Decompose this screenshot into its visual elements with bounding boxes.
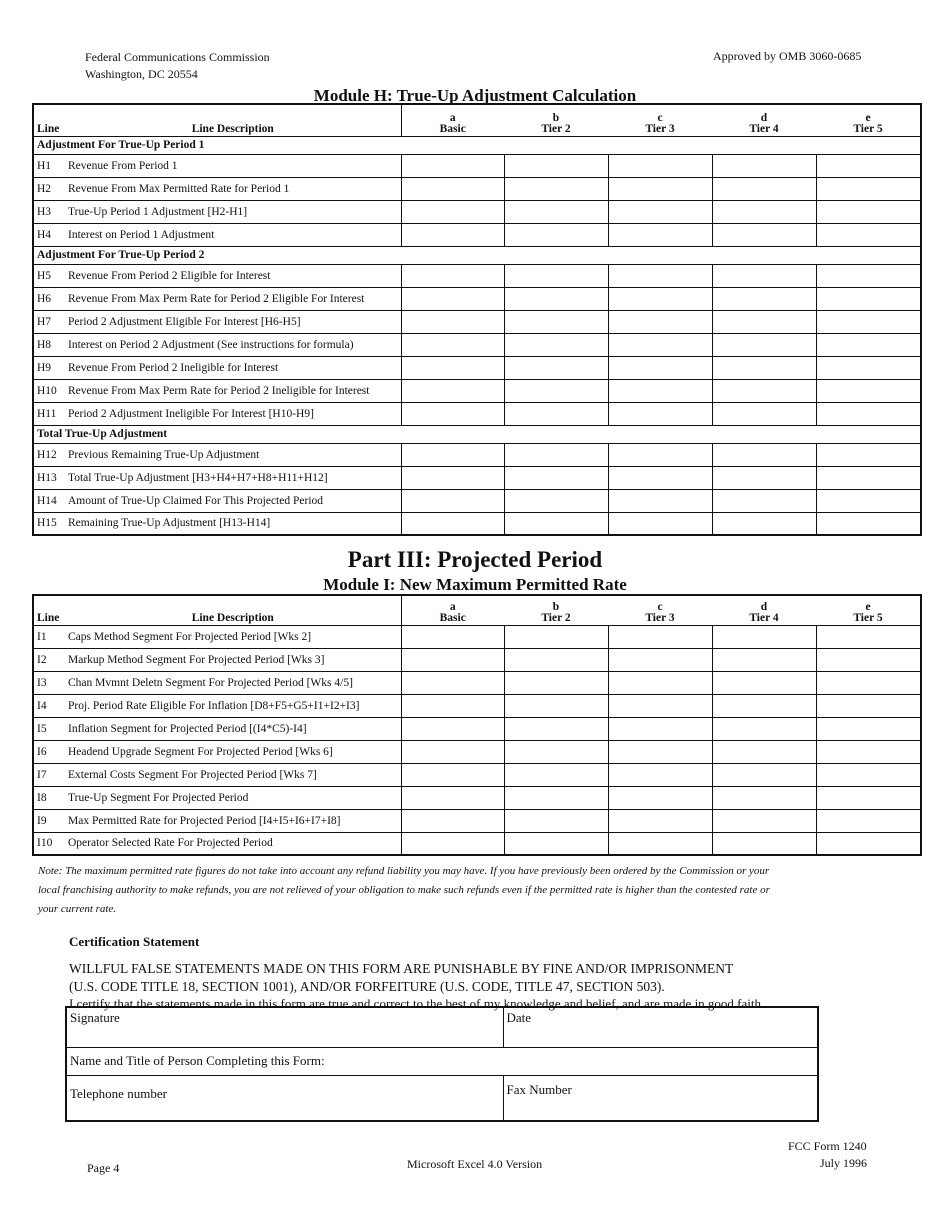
certification-statement: I certify that the statements made in this form are true and correct to the best of my knowledge and belief, and are made in good faith. [69,996,765,1011]
entry-cell-d[interactable] [712,832,816,855]
entry-cell-c[interactable] [608,717,712,740]
line-code: I10 [33,832,65,855]
agency-name: Federal Communications Commission [85,50,270,64]
section-title: Adjustment For True-Up Period 2 [33,246,921,264]
entry-cell-d[interactable] [712,264,816,287]
table-row [33,809,921,832]
entry-cell-d[interactable] [712,443,816,466]
col-c-header: c Tier 3 [645,600,675,624]
col-e-header: e Tier 5 [853,111,883,135]
section-header-row [33,246,921,264]
entry-cell-a[interactable] [401,512,504,535]
entry-cell-d[interactable] [712,717,816,740]
table-row [33,223,921,246]
table-row [33,200,921,223]
table-row [33,379,921,402]
entry-cell-a[interactable] [401,809,504,832]
line-code: H2 [33,177,65,200]
entry-cell-b[interactable] [504,489,608,512]
table-row [33,832,921,855]
table-row [33,177,921,200]
entry-cell-e[interactable] [816,512,921,535]
entry-cell-b[interactable] [504,466,608,489]
line-description: True-Up Segment For Projected Period [65,786,401,809]
entry-cell-c[interactable] [608,177,712,200]
signature-block [65,1006,819,1122]
col-b-header: b Tier 2 [541,600,571,624]
table-row [33,648,921,671]
line-code: H5 [33,264,65,287]
name-title-label: Name and Title of Person Completing this Form: [70,1053,325,1068]
entry-cell-b[interactable] [504,402,608,425]
entry-cell-b[interactable] [504,786,608,809]
fax-label: Fax Number [506,1081,572,1097]
entry-cell-a[interactable] [401,154,504,177]
entry-cell-d[interactable] [712,177,816,200]
line-description: Chan Mvmnt Deletn Segment For Projected Period [Wks 4/5] [65,671,401,694]
line-code: H6 [33,287,65,310]
entry-cell-b[interactable] [504,287,608,310]
table-row [33,154,921,177]
line-description: Remaining True-Up Adjustment [H13-H14] [65,512,401,535]
entry-cell-a[interactable] [401,489,504,512]
entry-cell-e[interactable] [816,379,921,402]
entry-cell-b[interactable] [504,671,608,694]
entry-cell-a[interactable] [401,786,504,809]
entry-cell-b[interactable] [504,763,608,786]
entry-cell-c[interactable] [608,310,712,333]
col-c-header: c Tier 3 [645,111,675,135]
entry-cell-c[interactable] [608,402,712,425]
entry-cell-d[interactable] [712,740,816,763]
entry-cell-c[interactable] [608,379,712,402]
page-number: Page 4 [87,1161,120,1175]
line-description: Interest on Period 2 Adjustment (See instructions for formula) [65,333,401,356]
entry-cell-d[interactable] [712,694,816,717]
entry-cell-e[interactable] [816,310,921,333]
line-code: I1 [33,625,65,648]
line-code: I3 [33,671,65,694]
entry-cell-e[interactable] [816,223,921,246]
line-description: True-Up Period 1 Adjustment [H2-H1] [65,200,401,223]
entry-cell-e[interactable] [816,200,921,223]
entry-cell-c[interactable] [608,443,712,466]
entry-cell-b[interactable] [504,717,608,740]
table-row [33,402,921,425]
entry-cell-d[interactable] [712,809,816,832]
entry-cell-b[interactable] [504,154,608,177]
module-i-table [32,594,922,856]
entry-cell-a[interactable] [401,287,504,310]
signature-field[interactable] [66,1007,503,1047]
module-i-title: Module I: New Maximum Permitted Rate [323,575,627,594]
line-code: H8 [33,333,65,356]
line-code: H15 [33,512,65,535]
entry-cell-e[interactable] [816,671,921,694]
entry-cell-d[interactable] [712,625,816,648]
entry-cell-e[interactable] [816,832,921,855]
entry-cell-c[interactable] [608,740,712,763]
entry-cell-b[interactable] [504,625,608,648]
entry-cell-c[interactable] [608,763,712,786]
entry-cell-b[interactable] [504,379,608,402]
entry-cell-c[interactable] [608,356,712,379]
entry-cell-e[interactable] [816,177,921,200]
entry-cell-d[interactable] [712,310,816,333]
line-code: H4 [33,223,65,246]
entry-cell-e[interactable] [816,264,921,287]
entry-cell-e[interactable] [816,489,921,512]
entry-cell-e[interactable] [816,333,921,356]
entry-cell-c[interactable] [608,264,712,287]
entry-cell-b[interactable] [504,177,608,200]
col-a-header: a Basic [439,600,466,624]
certification-warning: WILLFUL FALSE STATEMENTS MADE ON THIS FORM ARE PUNISHABLE BY FINE AND/OR IMPRISONMENT (U.S. CODE TITLE 18, SECTION 1001), AND/OR FORFEITURE (U.S. CODE, TITLE 47, SECTION 503). [69,961,734,994]
line-description: Interest on Period 1 Adjustment [65,223,401,246]
line-description: Proj. Period Rate Eligible For Inflation [D8+F5+G5+I1+I2+I3] [65,694,401,717]
entry-cell-b[interactable] [504,809,608,832]
table-row [33,356,921,379]
line-description: Max Permitted Rate for Projected Period [I4+I5+I6+I7+I8] [65,809,401,832]
telephone-label: Telephone number [70,1085,167,1101]
entry-cell-b[interactable] [504,200,608,223]
table-row [33,763,921,786]
entry-cell-a[interactable] [401,443,504,466]
col-line-header: Line [33,104,65,136]
entry-cell-b[interactable] [504,694,608,717]
entry-cell-e[interactable] [816,763,921,786]
entry-cell-d[interactable] [712,648,816,671]
line-description: Revenue From Period 2 Ineligible for Interest [65,356,401,379]
software-version: Microsoft Excel 4.0 Version [407,1157,543,1171]
entry-cell-b[interactable] [504,356,608,379]
entry-cell-c[interactable] [608,512,712,535]
entry-cell-c[interactable] [608,223,712,246]
col-e-header: e Tier 5 [853,600,883,624]
entry-cell-e[interactable] [816,402,921,425]
line-description: Period 2 Adjustment Eligible For Interest [H6-H5] [65,310,401,333]
line-description: Operator Selected Rate For Projected Period [65,832,401,855]
col-desc-header: Line Description [65,104,401,136]
entry-cell-c[interactable] [608,648,712,671]
entry-cell-b[interactable] [504,648,608,671]
entry-cell-d[interactable] [712,489,816,512]
entry-cell-e[interactable] [816,443,921,466]
entry-cell-d[interactable] [712,786,816,809]
line-description: Revenue From Period 1 [65,154,401,177]
line-code: H7 [33,310,65,333]
line-code: I5 [33,717,65,740]
name-title-field[interactable] [66,1047,818,1075]
line-code: I7 [33,763,65,786]
line-code: H1 [33,154,65,177]
module-i-header-row [33,595,921,625]
entry-cell-e[interactable] [816,287,921,310]
entry-cell-e[interactable] [816,809,921,832]
module-h-title: Module H: True-Up Adjustment Calculation [313,86,637,105]
table-row [33,717,921,740]
line-code: I4 [33,694,65,717]
line-code: I9 [33,809,65,832]
entry-cell-b[interactable] [504,443,608,466]
table-row [33,740,921,763]
line-description: Revenue From Max Permitted Rate for Period 1 [65,177,401,200]
line-code: H10 [33,379,65,402]
omb-approval: Approved by OMB 3060-0685 [713,49,862,63]
entry-cell-a[interactable] [401,832,504,855]
line-code: H12 [33,443,65,466]
entry-cell-d[interactable] [712,356,816,379]
entry-cell-e[interactable] [816,356,921,379]
line-description: Markup Method Segment For Projected Period [Wks 3] [65,648,401,671]
entry-cell-c[interactable] [608,832,712,855]
entry-cell-c[interactable] [608,287,712,310]
entry-cell-e[interactable] [816,786,921,809]
table-row [33,310,921,333]
entry-cell-d[interactable] [712,287,816,310]
entry-cell-c[interactable] [608,333,712,356]
module-h-header-row [33,104,921,136]
date-label: Date [506,1010,532,1025]
entry-cell-b[interactable] [504,264,608,287]
certification-title: Certification Statement [69,934,200,949]
entry-cell-a[interactable] [401,671,504,694]
entry-cell-d[interactable] [712,512,816,535]
col-desc-header: Line Description [65,595,401,625]
entry-cell-a[interactable] [401,625,504,648]
entry-cell-a[interactable] [401,356,504,379]
entry-cell-e[interactable] [816,466,921,489]
entry-cell-d[interactable] [712,223,816,246]
line-description: Revenue From Max Perm Rate for Period 2 Ineligible for Interest [65,379,401,402]
table-row [33,333,921,356]
col-line-header: Line [33,595,65,625]
line-description: Amount of True-Up Claimed For This Projected Period [65,489,401,512]
entry-cell-a[interactable] [401,763,504,786]
line-description: Revenue From Period 2 Eligible for Interest [65,264,401,287]
table-row [33,466,921,489]
col-a-header: a Basic [439,111,466,135]
table-row [33,264,921,287]
module-h-table [32,103,922,536]
entry-cell-a[interactable] [401,177,504,200]
signature-label: Signature [70,1010,120,1025]
entry-cell-d[interactable] [712,763,816,786]
table-row [33,443,921,466]
entry-cell-e[interactable] [816,740,921,763]
entry-cell-e[interactable] [816,625,921,648]
line-code: I2 [33,648,65,671]
entry-cell-c[interactable] [608,200,712,223]
entry-cell-a[interactable] [401,379,504,402]
line-description: Period 2 Adjustment Ineligible For Interest [H10-H9] [65,402,401,425]
entry-cell-c[interactable] [608,625,712,648]
section-title: Adjustment For True-Up Period 1 [33,136,921,154]
entry-cell-b[interactable] [504,310,608,333]
line-code: H9 [33,356,65,379]
section-title: Total True-Up Adjustment [33,425,921,443]
agency-address: Washington, DC 20554 [85,67,198,81]
table-row [33,625,921,648]
table-row [33,287,921,310]
entry-cell-e[interactable] [816,694,921,717]
col-d-header: d Tier 4 [749,600,779,624]
entry-cell-a[interactable] [401,740,504,763]
telephone-field[interactable] [66,1075,503,1121]
entry-cell-d[interactable] [712,200,816,223]
line-description: Total True-Up Adjustment [H3+H4+H7+H8+H11+H12] [65,466,401,489]
entry-cell-c[interactable] [608,489,712,512]
fax-field[interactable] [503,1075,818,1121]
line-code: H11 [33,402,65,425]
entry-cell-a[interactable] [401,223,504,246]
entry-cell-d[interactable] [712,402,816,425]
form-number: FCC Form 1240 [788,1139,867,1153]
entry-cell-e[interactable] [816,648,921,671]
form-date: July 1996 [820,1156,868,1170]
refund-note: Note: The maximum permitted rate figures do not take into account any refund liability you may have. If you have previously been ordered by the Commission or your local franchising authority to make refunds, you are not relieved of your obligation to make such refunds even if the permitted rate is higher than the contested rate or your current rate. [38,865,770,915]
entry-cell-d[interactable] [712,379,816,402]
line-code: I8 [33,786,65,809]
entry-cell-c[interactable] [608,154,712,177]
section-header-row [33,425,921,443]
entry-cell-b[interactable] [504,223,608,246]
entry-cell-b[interactable] [504,832,608,855]
entry-cell-a[interactable] [401,648,504,671]
col-d-header: d Tier 4 [749,111,779,135]
line-description: Inflation Segment for Projected Period [(I4*C5)-I4] [65,717,401,740]
col-b-header: b Tier 2 [541,111,571,135]
table-row [33,694,921,717]
line-code: I6 [33,740,65,763]
entry-cell-a[interactable] [401,402,504,425]
line-description: Previous Remaining True-Up Adjustment [65,443,401,466]
entry-cell-a[interactable] [401,264,504,287]
entry-cell-d[interactable] [712,466,816,489]
entry-cell-c[interactable] [608,809,712,832]
entry-cell-a[interactable] [401,694,504,717]
line-description: Caps Method Segment For Projected Period [Wks 2] [65,625,401,648]
table-row [33,489,921,512]
entry-cell-a[interactable] [401,200,504,223]
entry-cell-a[interactable] [401,333,504,356]
entry-cell-d[interactable] [712,154,816,177]
table-row [33,512,921,535]
line-code: H13 [33,466,65,489]
section-header-row [33,136,921,154]
entry-cell-c[interactable] [608,671,712,694]
entry-cell-c[interactable] [608,694,712,717]
line-description: External Costs Segment For Projected Period [Wks 7] [65,763,401,786]
line-code: H14 [33,489,65,512]
line-code: H3 [33,200,65,223]
entry-cell-d[interactable] [712,671,816,694]
entry-cell-a[interactable] [401,466,504,489]
entry-cell-b[interactable] [504,333,608,356]
entry-cell-a[interactable] [401,717,504,740]
entry-cell-c[interactable] [608,466,712,489]
table-row [33,786,921,809]
table-row [33,671,921,694]
date-field[interactable] [503,1007,818,1047]
entry-cell-e[interactable] [816,717,921,740]
line-description: Headend Upgrade Segment For Projected Period [Wks 6] [65,740,401,763]
entry-cell-a[interactable] [401,310,504,333]
part-iii-title: Part III: Projected Period [347,547,603,572]
entry-cell-b[interactable] [504,512,608,535]
line-description: Revenue From Max Perm Rate for Period 2 Eligible For Interest [65,287,401,310]
entry-cell-b[interactable] [504,740,608,763]
entry-cell-c[interactable] [608,786,712,809]
entry-cell-d[interactable] [712,333,816,356]
entry-cell-e[interactable] [816,154,921,177]
